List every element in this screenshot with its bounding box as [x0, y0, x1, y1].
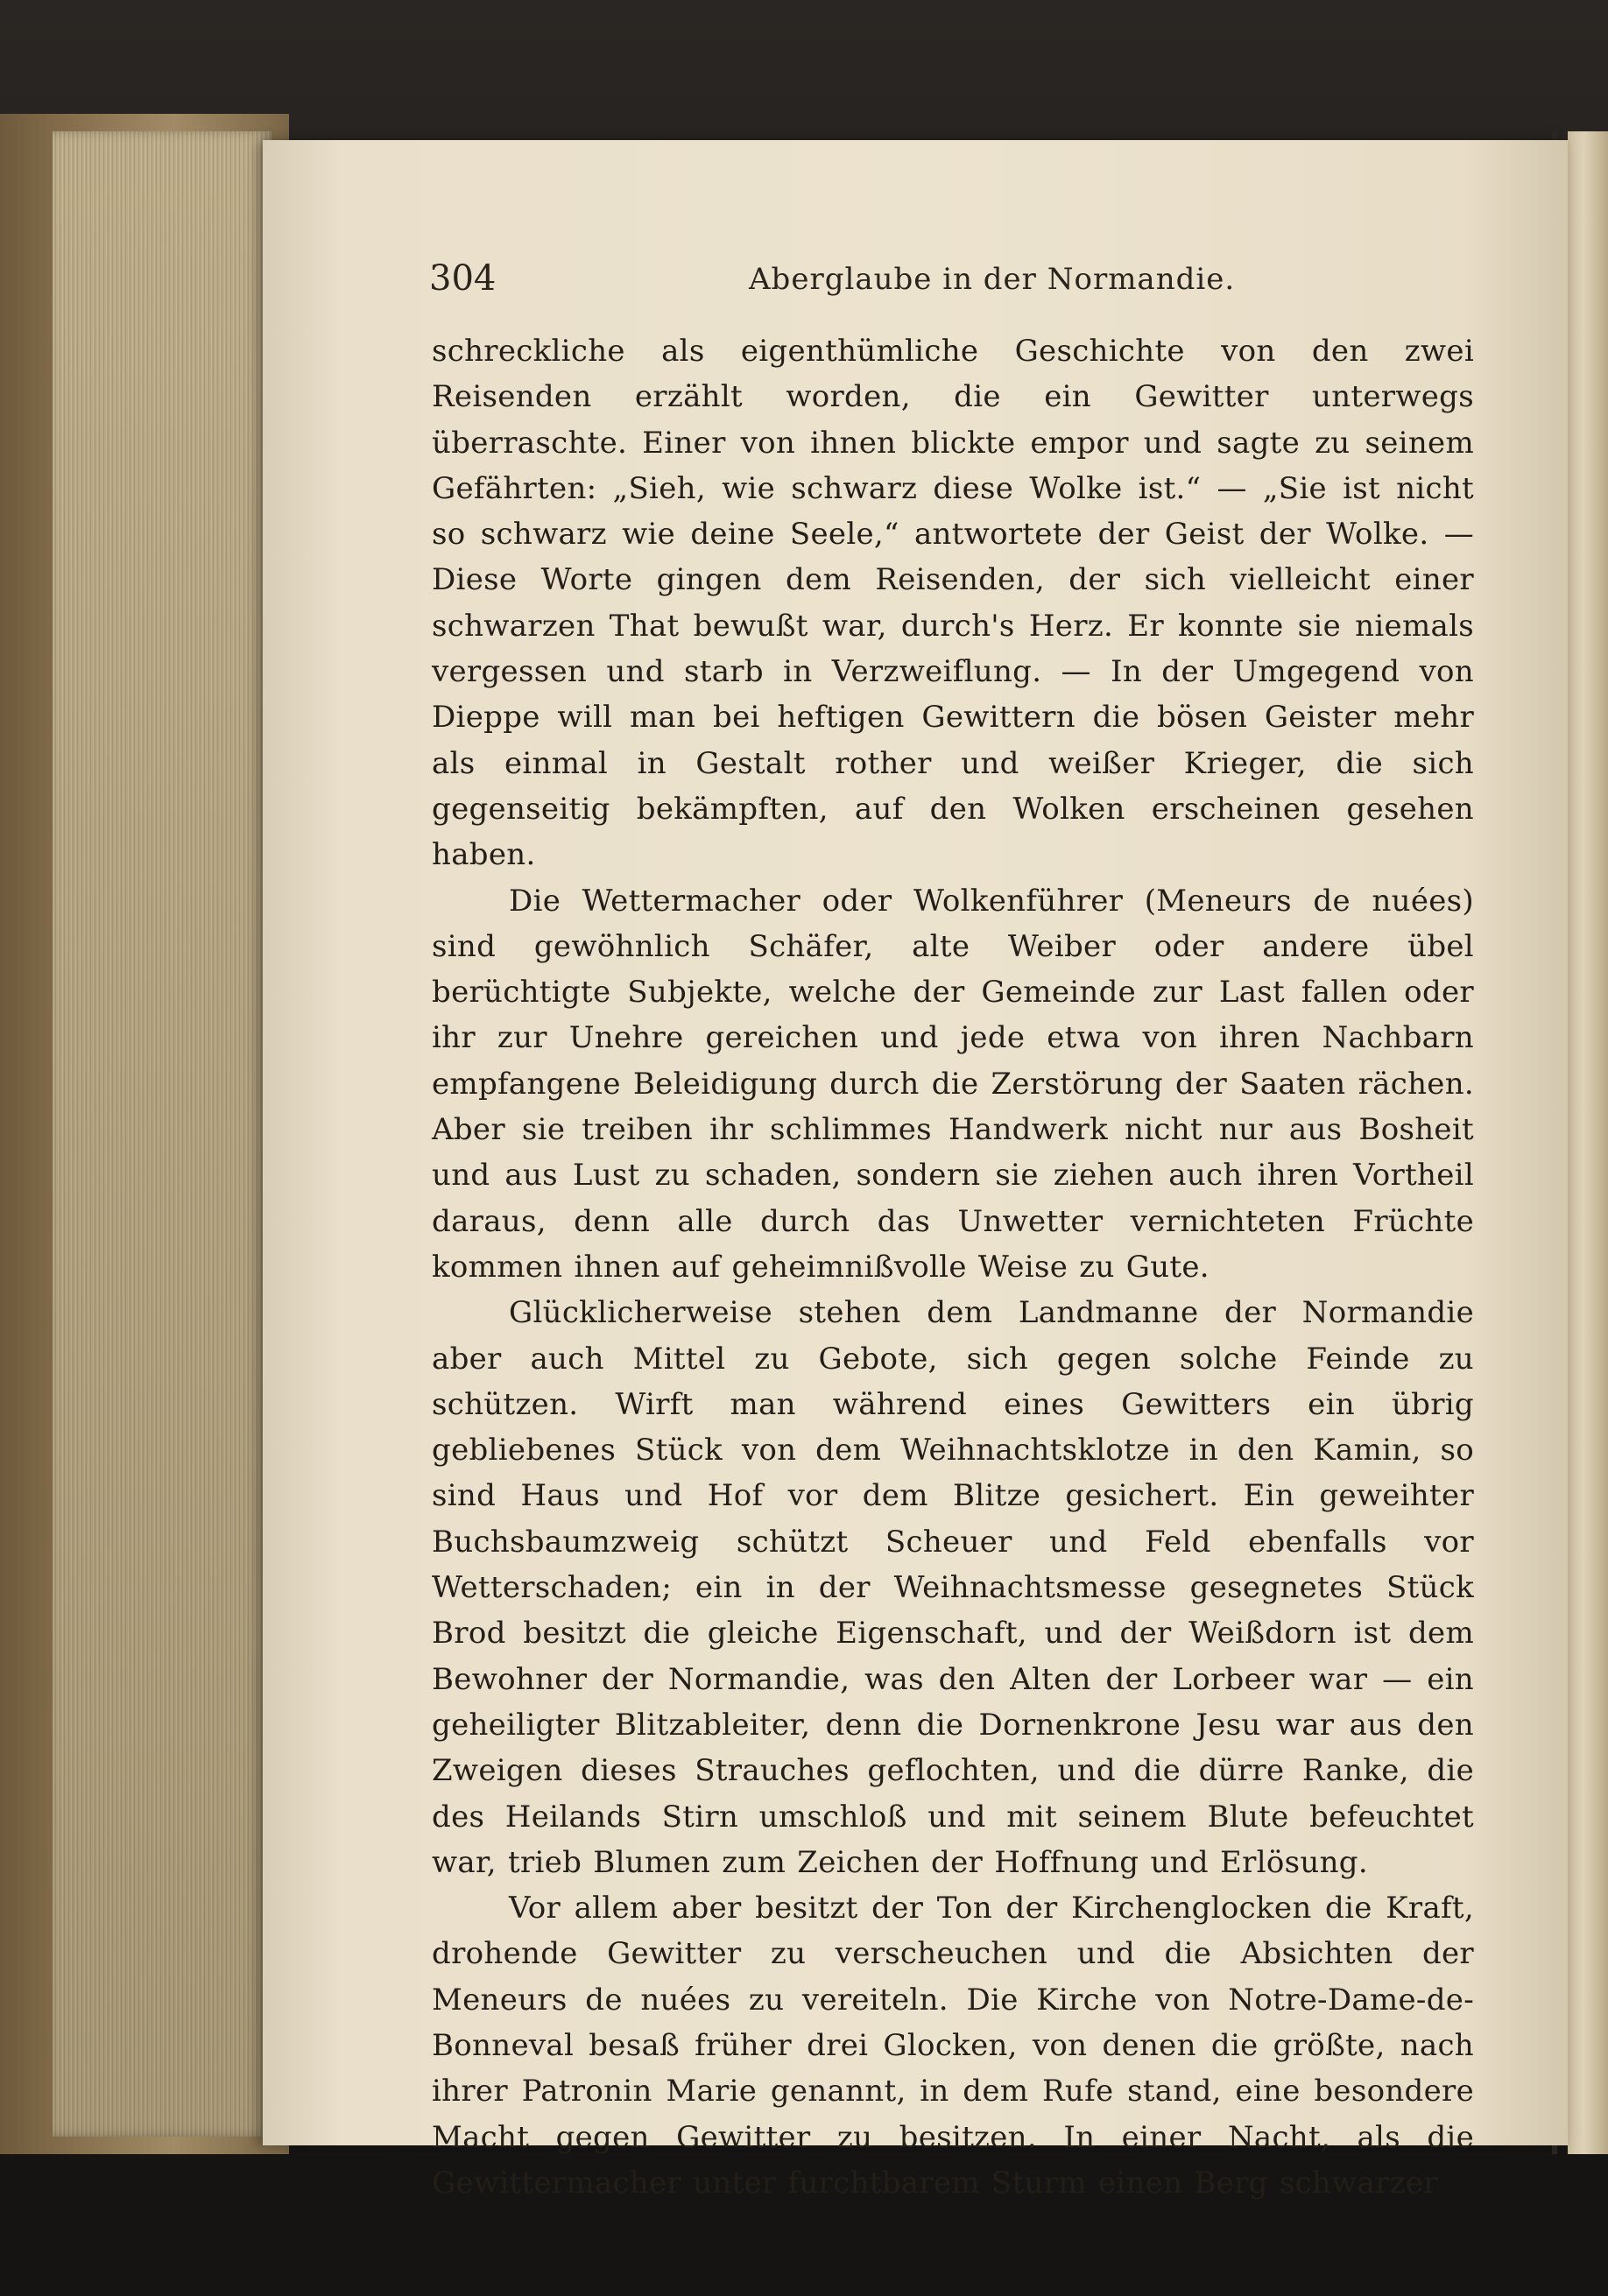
page-header — [429, 258, 1489, 311]
page-number: 304 — [429, 258, 497, 299]
page-block-edges — [53, 131, 272, 2137]
paragraph: Glücklicherweise stehen dem Landmanne der Normandie aber auch Mittel zu Gebote, sich gegen solche Feinde zu schützen. Wirft man während eines Gewitters ein übrig gebliebenes Stück von dem Weihnachtsklotze in den Kamin, so sind Haus und Hof vor dem Blitze gesichert. Ein geweihter Buchsbaumzweig schützt Scheuer und Feld ebenfalls vor Wetterschaden; ein in der Weihnachtsmesse gesegnetes Stück Brod besitzt die gleiche Eigenschaft, und der Weißdorn ist dem Bewohner der Normandie, was den Alten der Lorbeer war — ein geheiligter Blitzableiter, denn die Dornenkrone Jesu war aus den Zweigen dieses Strauches geflochten, und die dürre Ranke, die des Heilands Stirn umschloß und mit seinem Blute befeuchtet war, trieb Blumen zum Zeichen der Hoffnung und Erlösung. — [432, 1295, 1474, 1880]
body-text — [432, 328, 1474, 2206]
running-head: Aberglaube in der Normandie. — [749, 262, 1236, 297]
paragraph: Die Wettermacher oder Wolkenführer (Meneurs de nuées) sind gewöhnlich Schäfer, alte Weiber oder andere übel berüchtigte Subjekte, welche der Gemeinde zur Last fallen oder ihr zur Unehre gereichen und jede etwa von ihren Nachbarn empfangene Beleidigung durch die Zerstörung der Saaten rächen. Aber sie treiben ihr schlimmes Handwerk nicht nur aus Bosheit und aus Lust zu schaden, sondern sie ziehen auch ihren Vortheil daraus, denn alle durch das Unwetter vernichteten Früchte kommen ihnen auf geheimnißvolle Weise zu Gute. — [432, 883, 1474, 1285]
paragraph: Vor allem aber besitzt der Ton der Kirchenglocken die Kraft, drohende Gewitter zu verscheuchen und die Absichten der Meneurs de nuées zu vereiteln. Die Kirche von Notre-Dame-de-Bonneval besaß früher drei Glocken, von denen die größte, nach ihrer Patronin Marie genannt, in dem Rufe stand, eine besondere Macht gegen Gewitter zu besitzen. In einer Nacht, als die Gewittermacher unter furchtbarem Sturm einen Berg schwarzer — [432, 1891, 1474, 2201]
facing-page-edge — [1568, 131, 1608, 2154]
paragraph: schreckliche als eigenthümliche Geschichte von den zwei Reisenden erzählt worden, die ein Gewitter unterwegs überraschte. Einer von ihnen blickte empor und sagte zu seinem Gefährten: „Sieh, wie schwarz diese Wolke ist.“ — „Sie ist nicht so schwarz wie deine Seele,“ antwortete der Geist der Wolke. — Diese Worte gingen dem Reisenden, der sich vielleicht einer schwarzen That bewußt war, durch's Herz. Er konnte sie niemals vergessen und starb in Verzweiflung. — In der Umgegend von Dieppe will man bei heftigen Gewittern die bösen Geister mehr als einmal in Gestalt rother und weißer Krieger, die sich gegenseitig bekämpften, auf den Wolken erscheinen gesehen haben. — [432, 334, 1474, 873]
